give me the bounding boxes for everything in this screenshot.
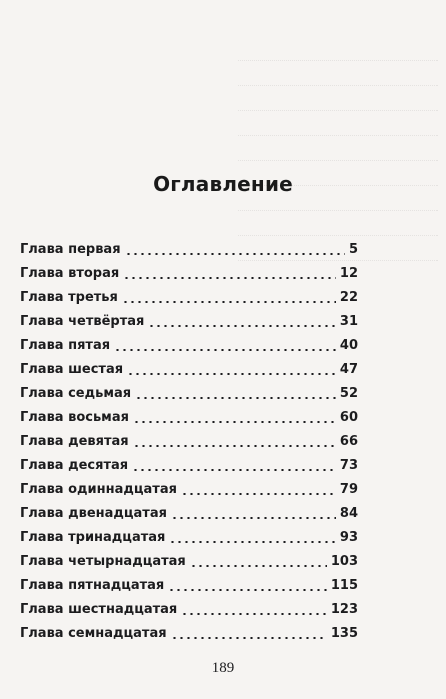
toc-entry-page: 12 — [339, 266, 358, 281]
toc-entry-page: 135 — [330, 626, 358, 641]
toc-entry-page: 73 — [339, 458, 358, 473]
page-title: Оглавление — [153, 172, 293, 196]
toc-entry-page: 103 — [330, 554, 358, 569]
toc-entry-title: Глава семнадцатая — [20, 626, 167, 641]
toc-entry-title: Глава третья — [20, 290, 118, 305]
toc-entry-title: Глава четырнадцатая — [20, 554, 186, 569]
toc-entry-title: Глава шестнадцатая — [20, 602, 178, 617]
toc-entry-page: 93 — [339, 530, 358, 545]
toc-entry-title: Глава восьмая — [20, 410, 129, 425]
toc-entry — [20, 618, 358, 642]
toc-entry — [20, 474, 358, 498]
toc-entry-title: Глава одиннадцатая — [20, 482, 177, 497]
toc-entry — [20, 522, 358, 546]
toc-entry — [20, 354, 358, 378]
dot-leader — [168, 589, 327, 591]
toc-entry-title: Глава девятая — [20, 434, 129, 449]
toc-entry — [20, 234, 358, 258]
toc-entry-page: 115 — [330, 578, 358, 593]
toc-entry-page: 22 — [339, 290, 358, 305]
toc-entry-page: 31 — [339, 314, 358, 329]
dot-leader — [133, 421, 336, 423]
toc-entry-page: 79 — [339, 482, 358, 497]
dot-leader — [127, 373, 336, 375]
toc-entry — [20, 378, 358, 402]
toc-entry — [20, 330, 358, 354]
toc-entry-page: 47 — [339, 362, 358, 377]
toc-entry-title: Глава вторая — [20, 266, 120, 281]
dot-leader — [123, 277, 336, 279]
dot-leader — [190, 565, 327, 567]
dot-leader — [125, 253, 345, 255]
table-of-contents — [20, 234, 358, 642]
toc-entry-title: Глава четвёртая — [20, 314, 145, 329]
dot-leader — [133, 445, 336, 447]
dot-leader — [114, 349, 336, 351]
toc-entry — [20, 282, 358, 306]
toc-entry-title: Глава пятнадцатая — [20, 578, 165, 593]
toc-entry-page: 66 — [339, 434, 358, 449]
toc-entry — [20, 306, 358, 330]
toc-entry-page: 5 — [348, 242, 358, 257]
dot-leader — [181, 493, 336, 495]
page-number: 189 — [211, 660, 235, 676]
toc-entry-page: 40 — [339, 338, 358, 353]
toc-entry — [20, 450, 358, 474]
toc-entry-page: 123 — [330, 602, 358, 617]
toc-entry — [20, 594, 358, 618]
toc-entry-page: 84 — [339, 506, 358, 521]
toc-entry-title: Глава двенадцатая — [20, 506, 167, 521]
toc-entry — [20, 570, 358, 594]
dot-leader — [148, 325, 336, 327]
toc-entry-title: Глава тринадцатая — [20, 530, 166, 545]
toc-entry-title: Глава пятая — [20, 338, 111, 353]
toc-entry — [20, 258, 358, 282]
dot-leader — [132, 469, 336, 471]
dot-leader — [171, 637, 327, 639]
dot-leader — [169, 541, 336, 543]
toc-entry-title: Глава шестая — [20, 362, 124, 377]
toc-entry — [20, 498, 358, 522]
dot-leader — [135, 397, 336, 399]
toc-entry-title: Глава первая — [20, 242, 121, 257]
toc-entry-title: Глава седьмая — [20, 386, 132, 401]
toc-entry — [20, 402, 358, 426]
dot-leader — [122, 301, 336, 303]
reverse-side-bleed-through — [238, 36, 438, 261]
dot-leader — [181, 613, 327, 615]
toc-entry — [20, 546, 358, 570]
toc-entry — [20, 426, 358, 450]
toc-entry-page: 52 — [339, 386, 358, 401]
toc-entry-title: Глава десятая — [20, 458, 129, 473]
dot-leader — [171, 517, 336, 519]
toc-entry-page: 60 — [339, 410, 358, 425]
